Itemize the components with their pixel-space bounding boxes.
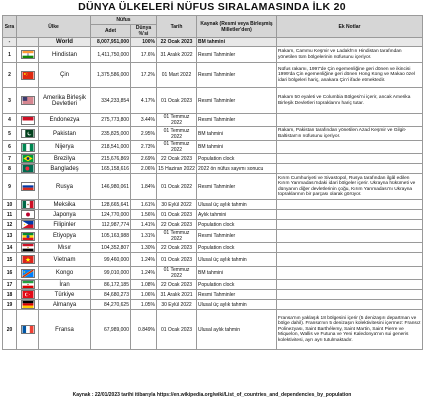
header-dunya-pct: Dünya %'si <box>131 25 157 38</box>
note-cell <box>277 200 423 210</box>
header-tarih: Tarih <box>157 16 197 38</box>
country-name: Bangladeş <box>39 164 91 174</box>
population-count: 275,773,800 <box>91 114 131 127</box>
turkey-flag-icon <box>17 290 39 300</box>
header-kaynak: Kaynak (Resmi veya Birleşmiş Milletler'den) <box>197 16 277 38</box>
bangladesh-flag-icon <box>17 164 39 174</box>
source-cell: BM tahmini <box>197 141 277 154</box>
table-row <box>3 210 423 220</box>
usa-flag-icon <box>17 88 39 114</box>
rank-cell: 5 <box>3 127 17 141</box>
world-share: 1.08% <box>131 280 157 290</box>
country-name: Hindistan <box>39 47 91 63</box>
india-flag-icon <box>17 47 39 63</box>
world-adet: 8,007,951,000 <box>91 38 131 47</box>
rank-cell: 1 <box>3 47 17 63</box>
country-name: Brezilya <box>39 154 91 164</box>
source-cell: Population clock <box>197 280 277 290</box>
world-share: 2.95% <box>131 127 157 141</box>
note-cell <box>277 280 423 290</box>
date-cell: 22 Ocak 2023 <box>157 243 197 253</box>
population-count: 218,541,000 <box>91 141 131 154</box>
header-ulke: Ülke <box>17 16 91 38</box>
source-cell: BM tahmini <box>197 267 277 280</box>
country-name: Çin <box>39 63 91 88</box>
population-count: 165,158,616 <box>91 164 131 174</box>
date-cell: 01 Temmuz 2022 <box>157 114 197 127</box>
world-share: 1.24% <box>131 267 157 280</box>
note-cell: Rakam, Pakistan tarafından yönetilen Azad Keşmir ve Gilgit-Baltistan'ın nüfusunu içeriyor. <box>277 127 423 141</box>
source-cell: Resmi Tahminler <box>197 47 277 63</box>
world-share: 1.30% <box>131 243 157 253</box>
note-cell: Kırım Cumhuriyeti ve Sivastopol, Rusya tarafından ilgâl edilen Kırım Yarımadası'ndaki idari bölgeler içerir. Ukrayna hükümeti ve dünyanın diğer devletlerinin çoğu, Kırım Yarımadası'nı Ukrayna topraklarının bir parçası olarak görüyor. <box>277 174 423 200</box>
header-adet: Adet <box>91 25 131 38</box>
country-name: Meksika <box>39 200 91 210</box>
world-share: 2.73% <box>131 141 157 154</box>
population-count: 67,989,000 <box>91 310 131 350</box>
rank-cell: 16 <box>3 267 17 280</box>
country-name: Filipinler <box>39 220 91 230</box>
world-share: 2.69% <box>131 154 157 164</box>
world-share: 1.06% <box>131 290 157 300</box>
rank-cell: 2 <box>3 63 17 88</box>
date-cell: 22 Ocak 2023 <box>157 220 197 230</box>
world-share: 3.44% <box>131 114 157 127</box>
note-cell <box>277 230 423 243</box>
source-cell: Ulusal üç aylık tahmin <box>197 200 277 210</box>
source-cell: 2022 ön nüfus sayımı sonucu <box>197 164 277 174</box>
table-row <box>3 253 423 267</box>
note-cell <box>277 141 423 154</box>
world-share: 1.61% <box>131 200 157 210</box>
world-sira: - <box>3 38 17 47</box>
nigeria-flag-icon <box>17 141 39 154</box>
source-cell: Aylık tahmini <box>197 210 277 220</box>
country-name: Nijerya <box>39 141 91 154</box>
header-sira: Sıra <box>3 16 17 38</box>
note-cell <box>277 290 423 300</box>
rank-cell: 4 <box>3 114 17 127</box>
note-cell <box>277 267 423 280</box>
france-flag-icon <box>17 310 39 350</box>
date-cell: 30 Eylül 2022 <box>157 300 197 310</box>
note-cell <box>277 210 423 220</box>
note-cell <box>277 164 423 174</box>
germany-flag-icon <box>17 300 39 310</box>
table-row <box>3 280 423 290</box>
population-count: 1,411,750,000 <box>91 47 131 63</box>
country-name: Pakistan <box>39 127 91 141</box>
population-count: 99,010,000 <box>91 267 131 280</box>
source-cell: Population clock <box>197 154 277 164</box>
country-name: Kongo <box>39 267 91 280</box>
population-count: 105,163,988 <box>91 230 131 243</box>
ethiopia-flag-icon <box>17 230 39 243</box>
table-row <box>3 220 423 230</box>
rank-cell: 18 <box>3 290 17 300</box>
note-cell <box>277 243 423 253</box>
country-name: Türkiye <box>39 290 91 300</box>
world-share: 1.41% <box>131 220 157 230</box>
date-cell: 01 Ocak 2023 <box>157 310 197 350</box>
source-cell: Population clock <box>197 220 277 230</box>
population-count: 86,172,185 <box>91 280 131 290</box>
date-cell: 01 Ocak 2023 <box>157 210 197 220</box>
country-name: Fransa <box>39 310 91 350</box>
header-nufus: Nüfus <box>91 16 157 25</box>
header-ek-notlar: Ek Notlar <box>277 16 423 38</box>
population-count: 334,233,854 <box>91 88 131 114</box>
date-cell: 01 Temmuz 2022 <box>157 127 197 141</box>
world-name: World <box>39 38 91 47</box>
date-cell: 01 Ocak 2023 <box>157 88 197 114</box>
population-count: 128,665,641 <box>91 200 131 210</box>
table-row <box>3 243 423 253</box>
world-share: 1.24% <box>131 253 157 267</box>
note-cell: Rakam, Cammu Keşmir ve Ladakh'ın Hindistan tarafından yönetilen tüm bölgelerinin nüfusunu içeriyor. <box>277 47 423 63</box>
world-share: 1.84% <box>131 174 157 200</box>
country-name: Almanya <box>39 300 91 310</box>
population-count: 99,460,000 <box>91 253 131 267</box>
table-row <box>3 141 423 154</box>
note-cell: Nüfus rakamı, 1997'de Çin egemenliğine geri dönen ve ikincisi 1999'da Çin egemenliğine geri dönen Hong Kong ve Makao özel idari bölgeleri hariç, anakara Çin'i ifade etmektedir. <box>277 63 423 88</box>
table-row <box>3 174 423 200</box>
rank-cell: 15 <box>3 253 17 267</box>
pakistan-flag-icon <box>17 127 39 141</box>
egypt-flag-icon <box>17 243 39 253</box>
table-row <box>3 127 423 141</box>
table-row <box>3 267 423 280</box>
world-share: 1.31% <box>131 230 157 243</box>
note-cell <box>277 154 423 164</box>
rank-cell: 12 <box>3 220 17 230</box>
note-cell <box>277 253 423 267</box>
table-row <box>3 290 423 300</box>
world-row <box>3 38 423 47</box>
world-share: 17.6% <box>131 47 157 63</box>
rank-cell: 11 <box>3 210 17 220</box>
note-cell: Rakam 50 eyaleti ve Columbia Bölgesi'ni içerir, ancak Amerika Birleşik Devletleri topraklarını hariç tutar. <box>277 88 423 114</box>
source-cell: Population clock <box>197 243 277 253</box>
world-share: 1.05% <box>131 300 157 310</box>
population-count: 84,270,625 <box>91 300 131 310</box>
source-cell: Resmi Tahminler <box>197 230 277 243</box>
source-cell: Ulusal üç aylık tahmin <box>197 300 277 310</box>
population-count: 1,375,586,000 <box>91 63 131 88</box>
source-cell: Resmi Tahminler <box>197 174 277 200</box>
table-row <box>3 154 423 164</box>
rank-cell: 19 <box>3 300 17 310</box>
table-row <box>3 200 423 210</box>
table-row <box>3 114 423 127</box>
table-row <box>3 310 423 350</box>
iran-flag-icon <box>17 280 39 290</box>
table-row <box>3 88 423 114</box>
table-row <box>3 63 423 88</box>
rank-cell: 13 <box>3 230 17 243</box>
indonesia-flag-icon <box>17 114 39 127</box>
world-share: 17.2% <box>131 63 157 88</box>
world-share: 2.06% <box>131 164 157 174</box>
date-cell: 01 Mart 2022 <box>157 63 197 88</box>
rank-cell: 7 <box>3 154 17 164</box>
country-name: Etiyopya <box>39 230 91 243</box>
rank-cell: 9 <box>3 174 17 200</box>
page-title: DÜNYA ÜLKELERİ NÜFUS SIRALAMASINDA İLK 20 <box>78 1 346 13</box>
date-cell: 15 Haziran 2022 <box>158 165 195 172</box>
population-count: 235,825,000 <box>91 127 131 141</box>
china-flag-icon <box>17 63 39 88</box>
japan-flag-icon <box>17 210 39 220</box>
table-row <box>3 164 423 174</box>
table-row <box>3 230 423 243</box>
country-name: Japonya <box>39 210 91 220</box>
date-cell: 30 Eylül 2022 <box>157 200 197 210</box>
world-tarih: 22 Ocak 2023 <box>157 38 197 47</box>
population-count: 124,770,000 <box>91 210 131 220</box>
country-name: Mısır <box>39 243 91 253</box>
date-cell: 01 Ocak 2023 <box>157 253 197 267</box>
date-cell: 01 Ocak 2022 <box>157 174 197 200</box>
date-cell: 22 Ocak 2023 <box>157 154 197 164</box>
date-cell: 31 Aralık 2021 <box>157 290 197 300</box>
world-share: 4.17% <box>131 88 157 114</box>
date-cell: 01 Temmuz 2022 <box>157 141 197 154</box>
table-row <box>3 47 423 63</box>
population-count: 104,352,807 <box>91 243 131 253</box>
population-count: 84,680,273 <box>91 290 131 300</box>
source-cell: BM tahmini <box>197 127 277 141</box>
rank-cell: 3 <box>3 88 17 114</box>
rank-cell: 17 <box>3 280 17 290</box>
rank-cell: 20 <box>3 310 17 350</box>
world-pct: 100% <box>131 38 157 47</box>
rank-cell: 14 <box>3 243 17 253</box>
rank-cell: 8 <box>3 164 17 174</box>
brazil-flag-icon <box>17 154 39 164</box>
table-row <box>3 300 423 310</box>
source-cell: Resmi Tahminler <box>197 290 277 300</box>
source-footer: Kaynak : 22/01/2023 tarihi itibarıyla https://en.wikipedia.org/wiki/List_of_countries_and_dependencies_by_population <box>72 392 352 398</box>
country-name: Rusya <box>39 174 91 200</box>
rank-cell: 10 <box>3 200 17 210</box>
source-cell: Resmi Tahminler <box>197 88 277 114</box>
population-count: 215,676,869 <box>91 154 131 164</box>
drc-flag-icon <box>17 267 39 280</box>
russia-flag-icon <box>17 174 39 200</box>
note-cell: Fransa'nın yaklaşık 18 bölgesini içerir (5 denizaşırı departman ve bölge dahil). Fransa'nın 5 denizaşırı kolektivitesini içermez: Fransız Polinezyası, Saint Barthélemy, Saint Martin, Saint Pierre ve Miquelon, Wallis ve Futuna ve Yeni Kaledonya'nın sui generis kolektivitesi, ayrı ayrı tutulmaktadır. <box>277 310 423 350</box>
date-cell: 22 Ocak 2023 <box>157 280 197 290</box>
note-cell <box>277 220 423 230</box>
population-table <box>2 15 423 350</box>
date-cell: 01 Temmuz 2022 <box>157 230 197 243</box>
country-name: İran <box>39 280 91 290</box>
note-cell <box>277 300 423 310</box>
mexico-flag-icon <box>17 200 39 210</box>
country-name: Amerika Birleşik Devletleri <box>39 88 91 114</box>
world-kaynak: BM tahmini <box>197 38 277 47</box>
population-count: 146,980,061 <box>91 174 131 200</box>
source-cell: Resmi Tahminler <box>197 63 277 88</box>
country-name: Endonezya <box>39 114 91 127</box>
date-cell: 31 Aralık 2022 <box>157 47 197 63</box>
note-cell <box>277 114 423 127</box>
rank-cell: 6 <box>3 141 17 154</box>
population-count: 112,987,774 <box>91 220 131 230</box>
world-share: 0.849% <box>131 310 157 350</box>
country-name: Vietnam <box>39 253 91 267</box>
date-cell: 01 Temmuz 2022 <box>157 267 197 280</box>
source-cell: Ulusal üç aylık tahmin <box>197 253 277 267</box>
world-share: 1.56% <box>131 210 157 220</box>
philippines-flag-icon <box>17 220 39 230</box>
source-cell: Resmi Tahminler <box>197 114 277 127</box>
vietnam-flag-icon <box>17 253 39 267</box>
source-cell: Ulusal aylık tahmin <box>197 310 277 350</box>
